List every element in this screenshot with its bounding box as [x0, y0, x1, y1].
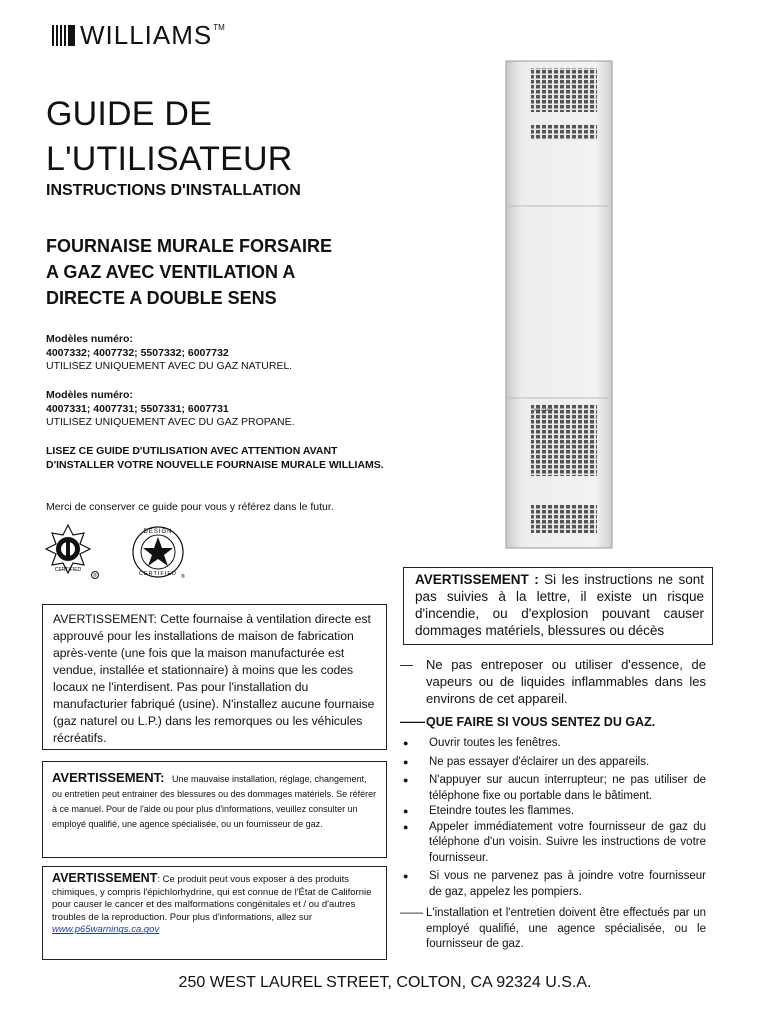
- page-title: [46, 92, 293, 182]
- bullet-icon: ●: [403, 821, 409, 832]
- seal-2-registered: ®: [181, 574, 185, 580]
- manufactured-home-warning-box: [42, 604, 387, 750]
- models-note: UTILISEZ UNIQUEMENT AVEC DU GAZ PROPANE.: [46, 416, 295, 428]
- design-certified-seal-icon: [128, 523, 190, 585]
- installation-warning-box: [42, 761, 387, 858]
- prop65-warning-heading: AVERTISSEMENT: [52, 871, 158, 885]
- dash-mark: —: [400, 657, 413, 672]
- seal-1-text: CERTIFIED: [54, 567, 82, 573]
- models-natural-gas: [46, 333, 292, 374]
- storage-instruction: [400, 656, 706, 707]
- dash-mark: ——: [400, 907, 423, 919]
- manufactured-home-warning-text: AVERTISSEMENT: Cette fournaise à ventilation directe est approuvé pour les installations de maison de fabrication après-vente (une fois que la maison manufacturée est vendue, installée et stationnaire) à moins que les codes locaux ne l'interdisent. Pas pour l'installation du manufacturier fabriqué (usine). N'installez aucune fournaise (gaz naturel ou L.P.) dans les remorques ou les véhicules récréatifs.: [53, 612, 375, 745]
- installation-warning-text: Une mauvaise installation, réglage, changement, ou entretien peut entrainer des blessures ou des dommages matériels. Se référer à ce manuel. Pour de l'aide ou pour plus d'informations, veuillez consulter un employé qualifié, une agence spécialisée, ou un fournisseur de gaz.: [52, 774, 377, 829]
- list-item: ● Si vous ne parvenez pas à joindre votre fournisseur de gaz, appelez les pompiers.: [403, 869, 706, 900]
- gas-smell-heading-text: QUE FAIRE SI VOUS SENTEZ DU GAZ.: [426, 715, 656, 729]
- gas-smell-heading: [400, 715, 655, 729]
- product-name: [46, 233, 332, 311]
- fire-warning-text: Si les instructions ne sont pas suivies à la lettre, il existe un risque d'incendie, ou d'explosion pouvant causer dommages matériels, blessures ou décès: [415, 572, 704, 638]
- list-item: ● Ne pas essayer d'éclairer un des appareils.: [403, 755, 706, 771]
- dash-mark: ——: [400, 715, 425, 729]
- seal-2-top-text: DESIGN: [143, 529, 173, 535]
- heater-brand-label: WILLIAMS: [534, 407, 554, 412]
- brand-logo: [52, 20, 225, 50]
- page-subtitle: INSTRUCTIONS D'INSTALLATION: [46, 182, 301, 199]
- qualified-installer-instruction: [400, 906, 706, 953]
- fire-warning-heading: AVERTISSEMENT :: [415, 572, 539, 587]
- thanks-note: Merci de conserver ce guide pour vous y référez dans le futur.: [46, 501, 334, 513]
- storage-instruction-text: Ne pas entreposer ou utiliser d'essence, de vapeurs ou de liquides inflammables dans les environs de cet appareil.: [426, 657, 706, 706]
- list-item: ● Appeler immédiatement votre fournisseur de gaz du téléphone d'un voisin. Suivre les instructions de votre fournisseur.: [403, 820, 706, 867]
- fire-explosion-warning-box: [403, 567, 713, 645]
- bullet-icon: ●: [403, 806, 409, 816]
- product-line-3: DIRECTE A DOUBLE SENS: [46, 288, 277, 308]
- bullet-icon: ●: [403, 871, 409, 881]
- logo-bars-icon: [52, 25, 75, 46]
- models-label: Modèles numéro:: [46, 389, 133, 401]
- gas-smell-steps-list: [403, 736, 706, 903]
- bullet-icon: ●: [403, 775, 409, 785]
- installation-warning-heading: AVERTISSEMENT:: [52, 770, 165, 785]
- models-numbers: 4007331; 4007731; 5507331; 6007731: [46, 402, 229, 415]
- company-address: 250 WEST LAUREL STREET, COLTON, CA 92324 U.S.A.: [178, 974, 592, 991]
- models-propane: [46, 389, 295, 430]
- product-line-2: A GAZ AVEC VENTILATION A: [46, 262, 296, 282]
- models-numbers: 4007332; 4007732; 5507332; 6007732: [46, 346, 229, 359]
- product-line-1: FOURNAISE MURALE FORSAIRE: [46, 236, 333, 256]
- prop65-link[interactable]: www.p65warnings.ca.gov: [52, 924, 160, 936]
- seal-1-registered: ®: [93, 573, 97, 579]
- brand-name: WILLIAMS: [80, 19, 213, 50]
- title-line-1: GUIDE DE: [46, 95, 212, 133]
- bullet-icon: ●: [403, 738, 409, 748]
- seal-2-bottom-text: CERTIFIED: [139, 571, 177, 577]
- qualified-installer-text: L'installation et l'entretien doivent être effectués par un employé qualifié, une agence spécialisée, ou le fournisseur de gaz.: [426, 907, 706, 950]
- list-item: ● Eteindre toutes les flammes.: [403, 804, 706, 820]
- list-item: ● Ouvrir toutes les fenêtres.: [403, 736, 706, 752]
- certification-seal-icon: [40, 523, 104, 583]
- brand-trademark: TM: [213, 22, 225, 32]
- prop65-warning-text: : Ce produit peut vous exposer à des produits chimiques, y compris l'épichlorhydrine, qui est connue de l'État de Californie pour causer le cancer et des malformations congénitales et / ou d'autres troubles de la reproduction. Pour plus d'informations, allez sur: [52, 874, 372, 923]
- models-label: Modèles numéro:: [46, 333, 133, 345]
- read-notice: LISEZ CE GUIDE D'UTILISATION AVEC ATTENTION AVANT D'INSTALLER VOTRE NOUVELLE FOURNAISE MURALE WILLIAMS.: [46, 445, 384, 471]
- models-note: UTILISEZ UNIQUEMENT AVEC DU GAZ NATUREL.: [46, 360, 293, 372]
- title-line-2: L'UTILISATEUR: [46, 140, 293, 178]
- bullet-icon: ●: [403, 756, 409, 767]
- prop65-warning-box: [42, 866, 387, 960]
- list-item: ● N'appuyer sur aucun interrupteur; ne pas utiliser de téléphone fixe ou portable dans le bâtiment.: [403, 773, 706, 804]
- wall-furnace-image: [505, 60, 615, 550]
